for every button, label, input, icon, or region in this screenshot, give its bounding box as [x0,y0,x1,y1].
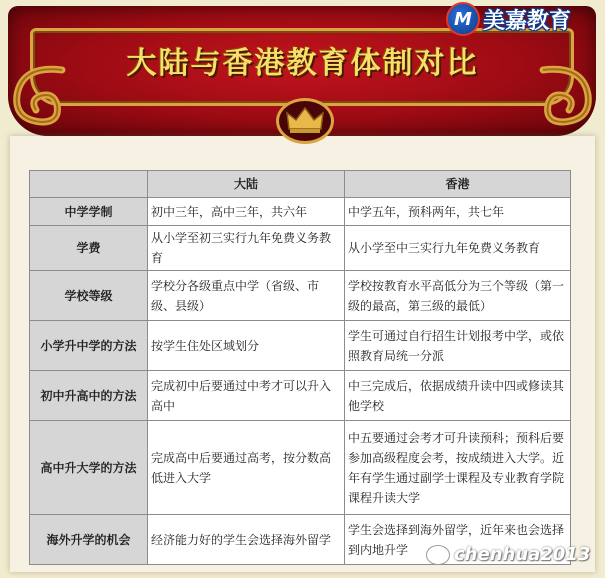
wechat-icon [426,545,450,565]
hongkong-cell: 从小学至中三实行九年免费义务教育 [345,226,571,271]
hongkong-cell: 学校按教育水平高低分为三个等级（第一级的最高，第三级的最低） [345,271,571,321]
page-title: 大陆与香港教育体制对比 [126,46,479,81]
row-label: 中学学制 [30,198,148,226]
row-label: 高中升大学的方法 [30,421,148,515]
hongkong-cell: 学生会选择到海外留学，近年来也会选择到内地升学 [345,515,571,565]
mainland-cell: 学校分各级重点中学（省级、市级、县级） [148,271,345,321]
header-hongkong: 香港 [345,171,571,198]
watermark [426,544,590,565]
logo-m-icon: M [446,2,480,36]
crown-emblem [276,98,334,144]
row-label: 海外升学的机会 [30,515,148,565]
hongkong-cell: 中五要通过会考才可升读预科；预科后要参加高级程度会考，按成绩进入大学。近年有学生通过副学士课程及专业教育学院课程升读大学 [345,421,571,515]
watermark-text: chenhua2013 [454,544,591,565]
mainland-cell: 初中三年，高中三年，共六年 [148,198,345,226]
hongkong-cell: 中学五年，预科两年，共七年 [345,198,571,226]
mainland-cell: 完成初中后要通过中考才可以升入高中 [148,371,345,421]
table-row [30,271,571,321]
row-label: 初中升高中的方法 [30,371,148,421]
table-row [30,226,571,271]
table-header-row [30,171,571,198]
comparison-table [29,170,571,565]
mainland-cell: 从小学至初三实行九年免费义务教育 [148,226,345,271]
header-blank [30,171,148,198]
crown-icon [285,105,325,135]
mainland-cell: 按学生住处区域划分 [148,321,345,371]
row-label: 小学升中学的方法 [30,321,148,371]
mainland-cell: 经济能力好的学生会选择海外留学 [148,515,345,565]
table-row [30,421,571,515]
row-label: 学费 [30,226,148,271]
mainland-cell: 完成高中后要通过高考，按分数高低进入大学 [148,421,345,515]
table-row [30,321,571,371]
hongkong-cell: 学生可通过自行招生计划报考中学，或依照教育局统一分派 [345,321,571,371]
header-mainland: 大陆 [148,171,345,198]
logo-text: 美嘉教育 [483,8,572,34]
hongkong-cell: 中三完成后，依据成绩升读中四或修读其他学校 [345,371,571,421]
table-row [30,198,571,226]
table-row [30,371,571,421]
brand-logo [446,3,598,35]
row-label: 学校等级 [30,271,148,321]
